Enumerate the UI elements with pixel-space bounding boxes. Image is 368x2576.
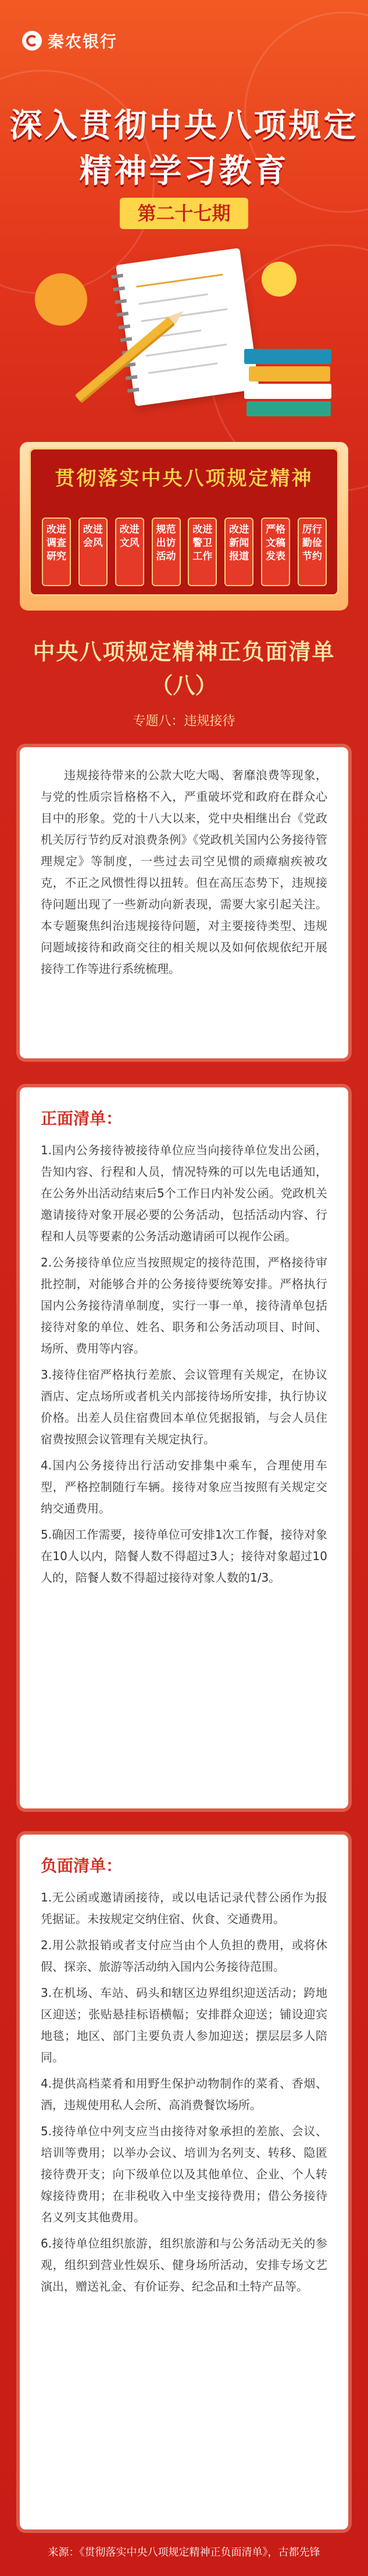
- orange-circle-decoration: [35, 273, 87, 326]
- list-item: 2.用公款报销或者支付应当由个人负担的费用，或将休假、探亲、旅游等活动纳入国内公务接待范围。: [41, 1938, 327, 1974]
- list-item: 4.提供高档菜肴和用野生保护动物制作的菜肴、香烟、酒，违规使用私人会所、高消费餐饮场所。: [41, 2077, 327, 2112]
- list-item: 5.确因工作需要，接待单位可安排1次工作餐，接待对象在10人以内，陪餐人数不得超过3人；接待对象超过10人的，陪餐人数不得超过接待对象人数的1/3。: [41, 1528, 327, 1585]
- principle-chip: 改进警卫工作: [188, 518, 217, 586]
- notebook-rings-icon: [111, 274, 140, 399]
- negative-list: [41, 1887, 327, 2302]
- principle-chip: 严格文稿发表: [261, 518, 290, 586]
- issue-badge: 第二十七期: [120, 198, 248, 229]
- positive-list: [41, 1140, 327, 1593]
- principle-chip: 改进文风: [115, 518, 144, 586]
- list-item: 5.接待单位中列支应当由接待对象承担的差旅、会议、培训等费用；以举办会议、培训为名列支、转移、隐匿接待费开支；向下级单位以及其他单位、企业、个人转嫁接待费用；在非税收入中坐支接待费用；借公务接待名义列支其他费用。: [41, 2124, 327, 2224]
- intro-card: [20, 747, 348, 1058]
- bank-logo-icon: [22, 31, 42, 51]
- bank-logo: [22, 29, 117, 52]
- book-icon: [249, 366, 330, 381]
- source-footer: 来源：《贯彻落实中央八项规定精神正负面清单》，古都先锋: [48, 2546, 320, 2559]
- principle-chip: 改进新闻报道: [224, 518, 253, 586]
- banner-title: 贯彻落实中央八项规定精神: [55, 467, 313, 490]
- section-title: 中央八项规定精神正负面清单: [33, 639, 335, 665]
- principle-chip: 改进会风: [78, 518, 108, 586]
- page-title-line2: 精神学习教育: [79, 152, 289, 190]
- list-item: 4.国内公务接待出行活动安排集中乘车，合理使用车型，严格控制随行车辆。接待对象应当按照有关规定交纳交通费用。: [41, 1458, 327, 1515]
- yellow-circle-decoration: [262, 262, 296, 297]
- list-item: 1.无公函或邀请函接待，或以电话记录代替公函作为报凭据证。未按规定交纳住宿、伙食、交通费用。: [41, 1890, 327, 1926]
- negative-list-card: [20, 1835, 348, 2529]
- list-item: 6.接待单位组织旅游，组织旅游和与公务活动无关的参观，组织到营业性娱乐、健身场所活动，安排专场文艺演出，赠送礼金、有价证券、纪念品和土特产品等。: [41, 2236, 327, 2293]
- notebook-line: [148, 362, 217, 374]
- section-subtitle: 专题八：违规接待: [133, 714, 235, 729]
- principle-chip: 规范出访活动: [152, 518, 181, 586]
- book-icon: [246, 401, 331, 416]
- list-item: 3.在机场、车站、码头和辖区边界组织迎送活动；跨地区迎送；张贴悬挂标语横幅；安排群众迎送；铺设迎宾地毯；地区、部门主要负责人参加迎送；摆层层多人陪同。: [41, 1986, 327, 2064]
- principles-list: [42, 518, 327, 586]
- page-title-line1: 深入贯彻中央八项规定: [9, 107, 359, 145]
- principle-chip: 厉行勤俭节约: [298, 518, 327, 586]
- book-icon: [244, 384, 331, 399]
- positive-list-heading: 正面清单：: [41, 1109, 123, 1128]
- intro-text: 违规接待带来的公款大吃大喝、奢靡浪费等现象，与党的性质宗旨格格不入，严重破坏党和政府在群众心目中的形象。党的十八大以来，党中央相继出台《党政机关厉行节约反对浪费条例》《党政机关国内公务接待管理规定》等制度，一些过去司空见惯的顽瘴痼疾被攻克，不正之风惯性得以扭转。但在高压态势下，违规接待问题出现了一些新动向新表现，需要大家引起关注。本专题聚焦纠治违规接待问题，对主要接待类型、违规问题域接待和政商交往的相关规以及如何依规依纪开展接待工作等进行系统梳理。: [41, 768, 327, 976]
- list-item: 3.接待住宿严格执行差旅、会议管理有关规定，在协议酒店、定点场所或者机关内部接待场所安排，执行协议价格。出差人员住宿费回本单位凭据报销，与会人员住宿费按照会议管理有关规定执行。: [41, 1368, 327, 1446]
- notebook-line: [136, 274, 223, 288]
- notebook-line: [138, 294, 208, 305]
- negative-list-heading: 负面清单：: [41, 1856, 123, 1875]
- bank-name: 秦农银行: [48, 32, 118, 51]
- books-illustration: [244, 349, 337, 419]
- section-title-part: （八）: [151, 673, 217, 698]
- book-icon: [244, 349, 331, 364]
- list-item: 1.国内公务接待被接待单位应当向接待单位发出公函，告知内容、行程和人员，情况特殊的可以先电话通知，在公务外出活动结束后5个工作日内补发公函。党政机关邀请接待对象开展必要的公务活动，包括活动内容、行程和人员等要素的公务活动邀请函可以视作公函。: [41, 1143, 327, 1243]
- positive-list-card: [20, 1087, 348, 1808]
- list-item: 2.公务接待单位应当按照规定的接待范围，严格接待审批控制，对能够合并的公务接待要统筹安排。严格执行国内公务接待清单制度，实行一事一单，接待清单包括接待对象的单位、姓名、职务和公务活动项目、时间、场所、费用等内容。: [41, 1255, 327, 1355]
- principle-chip: 改进调查研究: [42, 518, 71, 586]
- notebook-illustration: [116, 248, 259, 406]
- notebook-line: [146, 344, 227, 356]
